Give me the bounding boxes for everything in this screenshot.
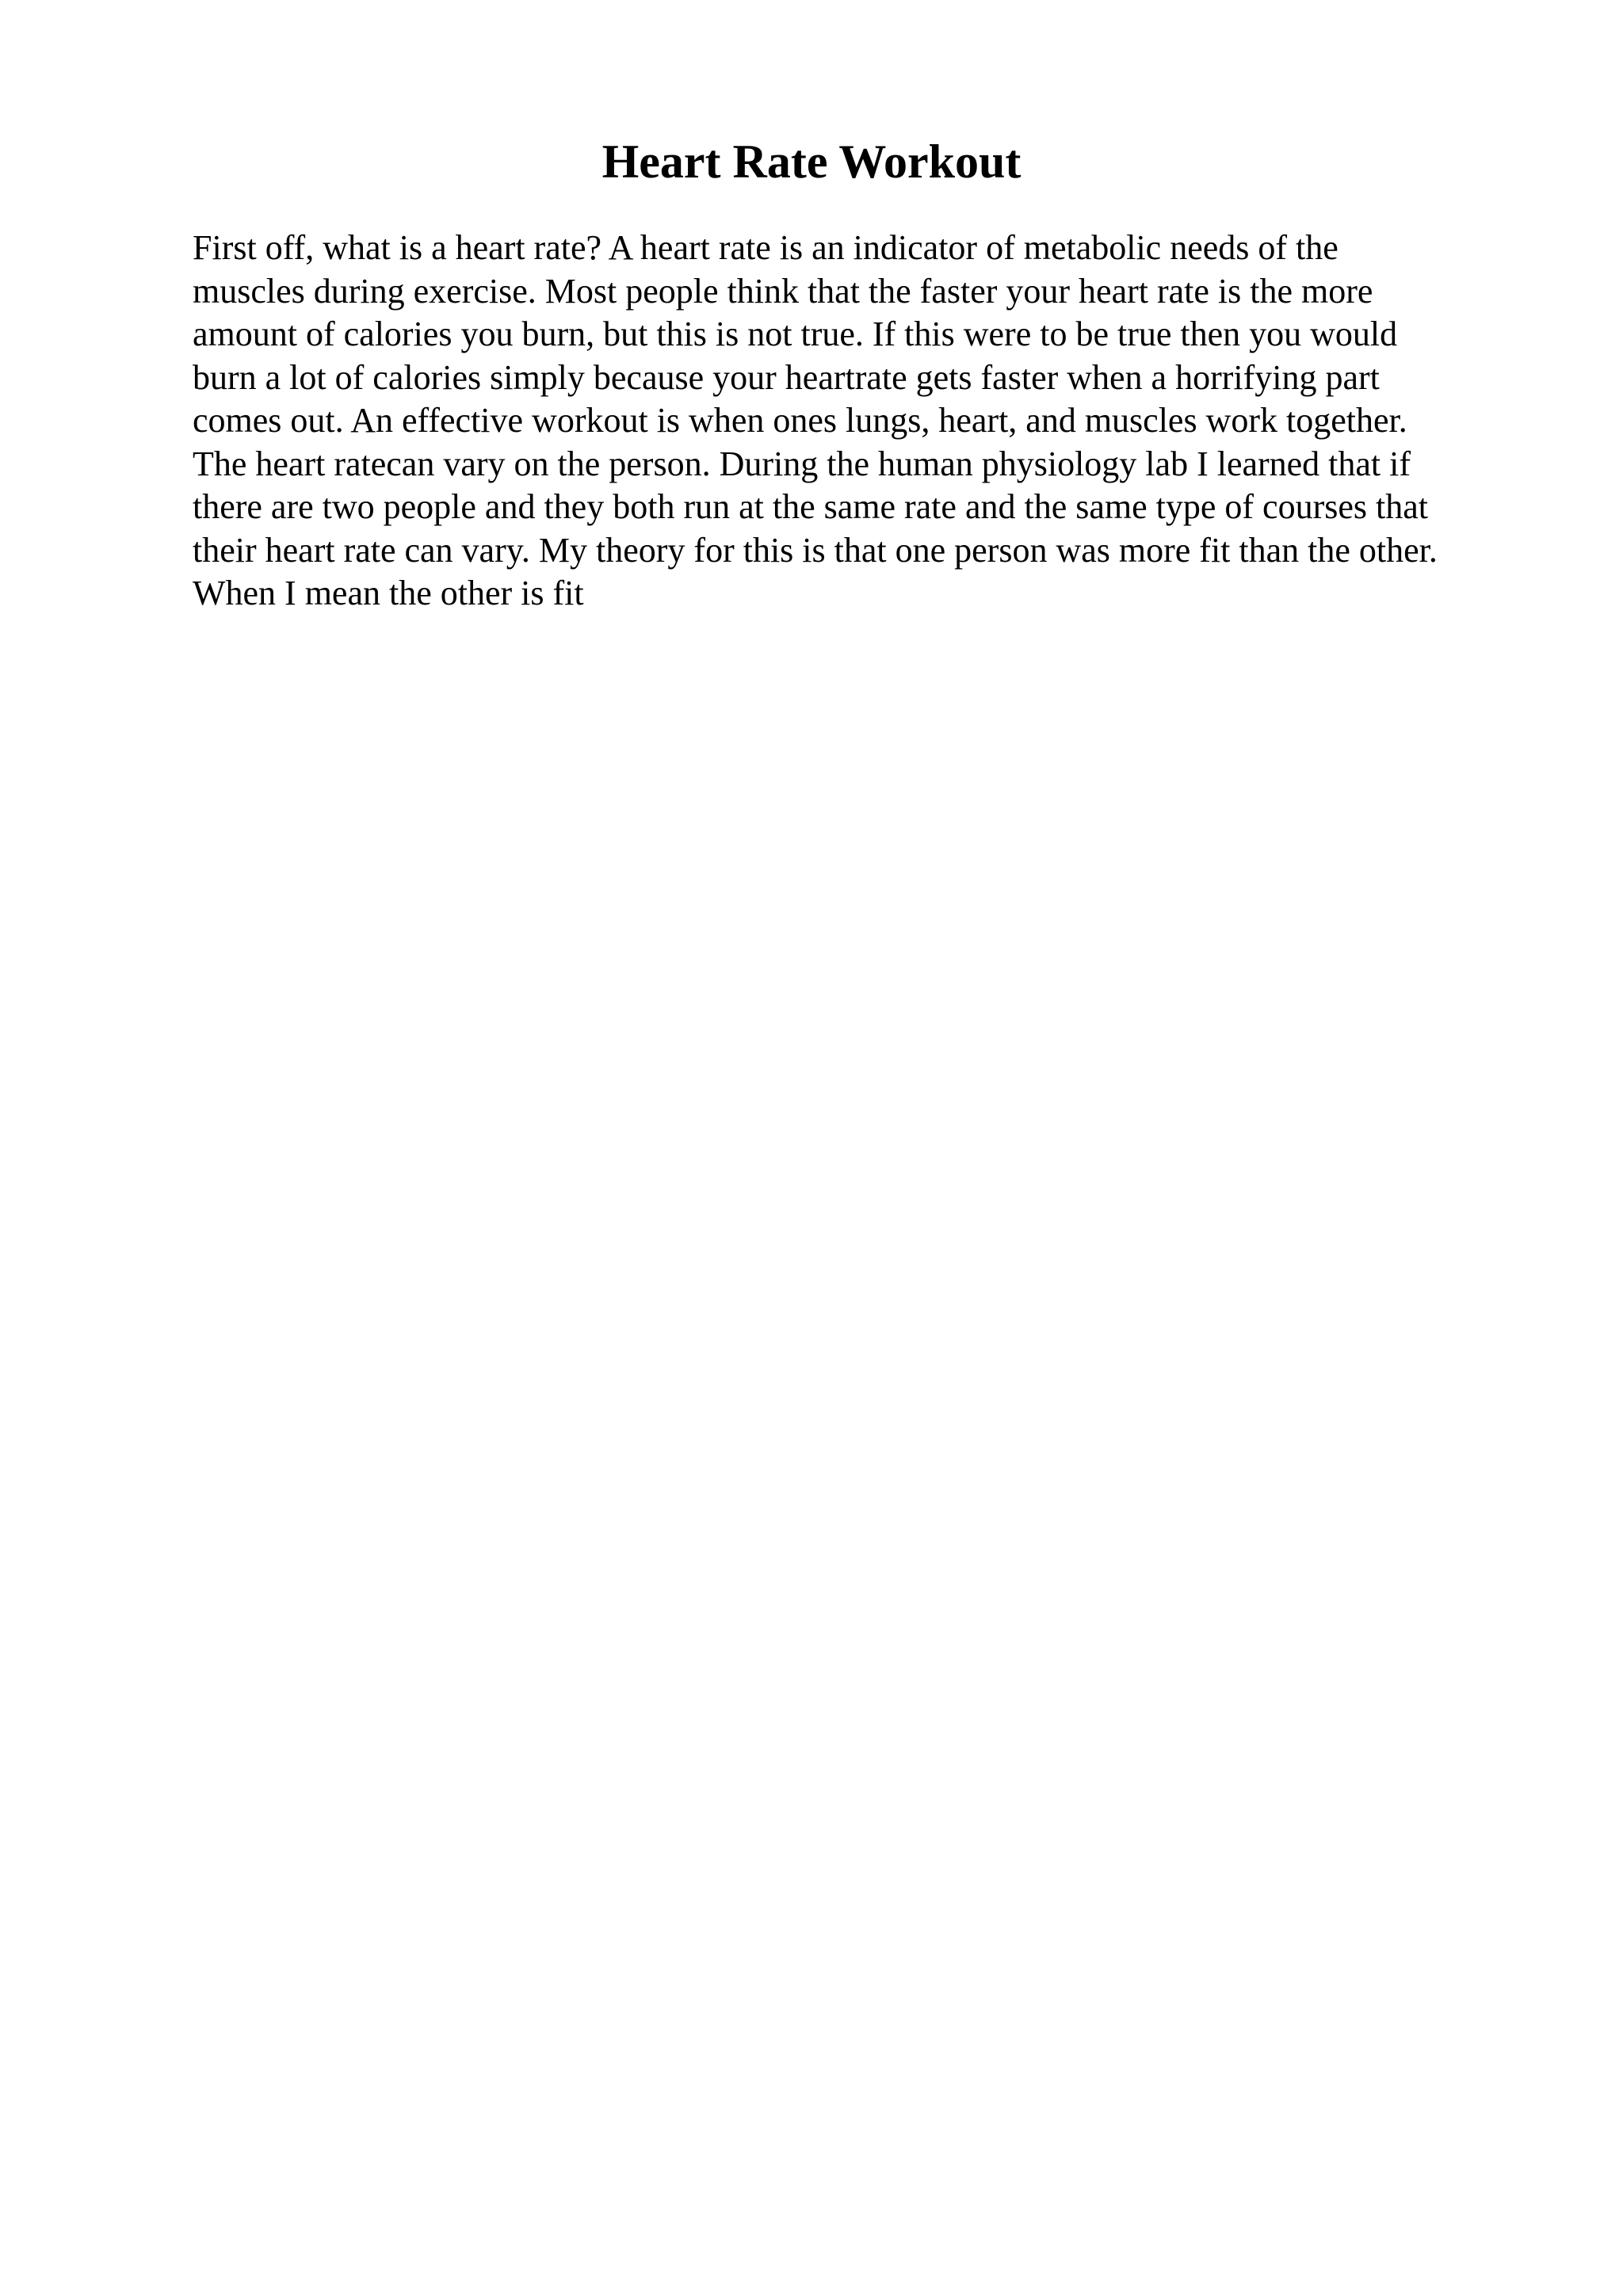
- paragraph-line: there are two people and they both run at the same rate and the same type of courses that: [193, 487, 1428, 526]
- body-paragraph: [193, 227, 1619, 616]
- document-title: Heart Rate Workout: [601, 135, 1022, 188]
- paragraph-line: their heart rate can vary. My theory for this is that one person was more fit than the other.: [193, 530, 1438, 570]
- paragraph-line: muscles during exercise. Most people think that the faster your heart rate is the more: [193, 271, 1373, 311]
- paragraph-line: amount of calories you burn, but this is not true. If this were to be true then you would: [193, 315, 1398, 353]
- paragraph-line: First off, what is a heart rate? A heart rate is an indicator of metabolic needs of the: [193, 228, 1338, 267]
- paragraph-line: burn a lot of calories simply because your heartrate gets faster when a horrifying part: [193, 357, 1380, 397]
- paragraph-line: comes out. An effective workout is when ones lungs, heart, and muscles work together.: [193, 401, 1407, 440]
- paragraph-line: When I mean the other is fit: [193, 574, 584, 612]
- paragraph-line: The heart ratecan vary on the person. During the human physiology lab I learned that if: [193, 444, 1411, 483]
